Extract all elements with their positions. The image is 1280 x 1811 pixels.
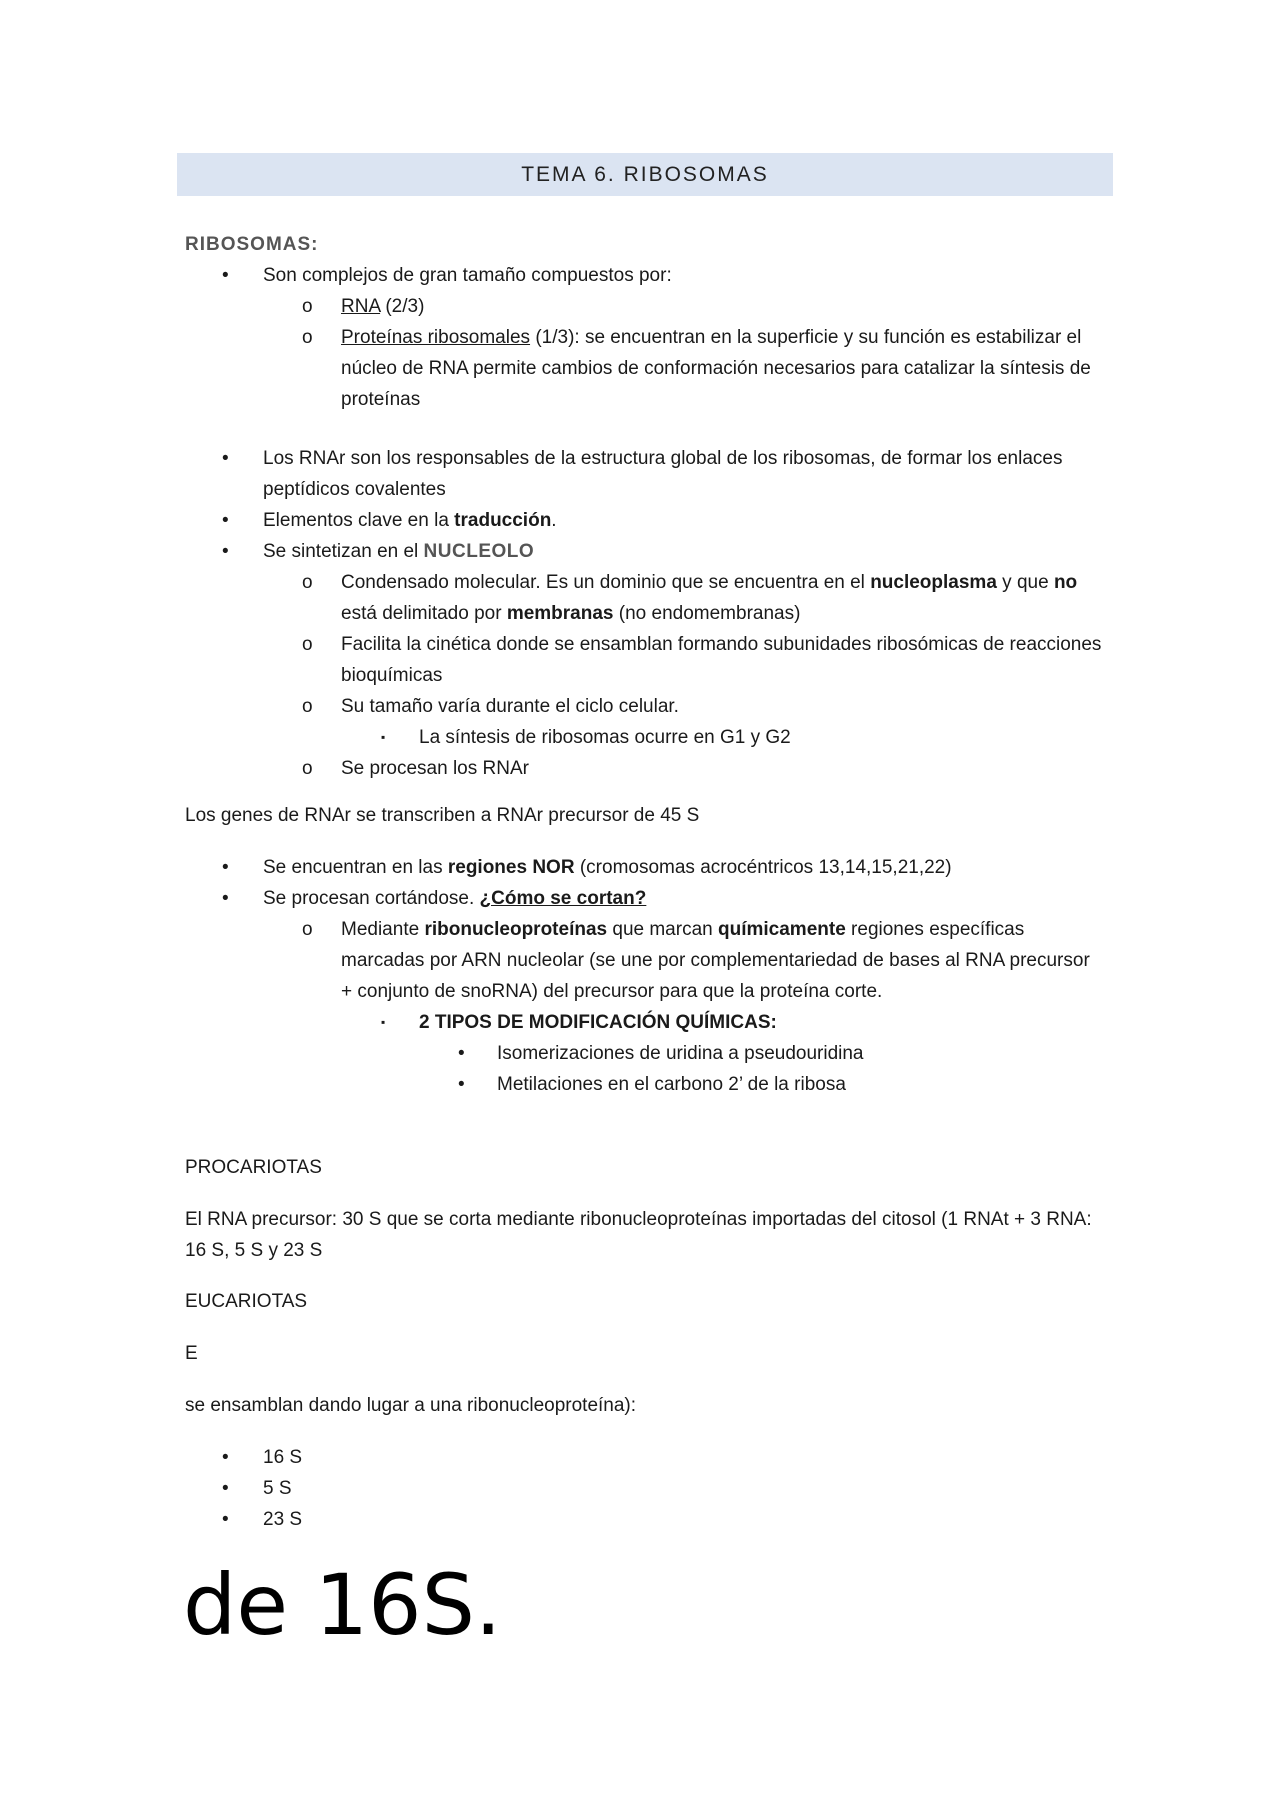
circle-marker: o <box>302 327 313 348</box>
final-list <box>185 1442 1105 1535</box>
list-item: o RNA (2/3) <box>185 291 1105 322</box>
heading-procariotas: PROCARIOTAS <box>185 1157 322 1178</box>
circle-marker: o <box>302 572 313 593</box>
list-item: • Isomerizaciones de uridina a pseudouridina <box>185 1038 1105 1069</box>
bullet-marker: • <box>222 448 229 469</box>
paragraph-letter: E <box>185 1343 198 1364</box>
bullet-marker: • <box>222 541 229 562</box>
paragraph: Los genes de RNAr se transcriben a RNAr precursor de 45 S <box>185 805 700 826</box>
circle-marker: o <box>302 634 313 655</box>
heading-eucariotas: EUCARIOTAS <box>185 1291 308 1312</box>
list-item: • Metilaciones en el carbono 2’ de la ribosa <box>185 1069 1105 1100</box>
bullet-list <box>185 852 1105 1100</box>
circle-marker: o <box>302 296 313 317</box>
bullet-marker: • <box>222 1478 229 1499</box>
section-rnar <box>185 443 1105 784</box>
bullet-marker: • <box>222 265 229 286</box>
list-item: o Mediante ribonucleoproteínas que marcan químicamente regiones específicas marcadas por ARN nucleolar (se une por complementariedad de bases al RNA precursor + conjunto de snoRNA) del precursor para que la proteína corte. <box>185 914 1105 1007</box>
list-item: • 23 S <box>185 1504 1105 1535</box>
list-item: • 16 S <box>185 1442 1105 1473</box>
list-item: • Se encuentran en las regiones NOR (cromosomas acrocéntricos 13,14,15,21,22) <box>185 852 1105 883</box>
bullet-marker: • <box>458 1043 465 1064</box>
page-title: TEMA 6. RIBOSOMAS <box>177 153 1113 196</box>
bullet-list <box>185 443 1105 784</box>
bullet-list <box>185 260 1105 415</box>
list-item: o Su tamaño varía durante el ciclo celular. <box>185 691 1105 722</box>
large-text: de 16S. <box>183 1556 502 1654</box>
bullet-marker: • <box>458 1074 465 1095</box>
bullet-marker: • <box>222 1509 229 1530</box>
square-marker: ▪ <box>381 730 386 744</box>
list-item: • Se sintetizan en el NUCLEOLO <box>185 536 1105 567</box>
square-marker: ▪ <box>381 1015 386 1029</box>
paragraph: se ensamblan dando lugar a una ribonucleoproteína): <box>185 1395 637 1416</box>
bullet-marker: • <box>222 888 229 909</box>
circle-marker: o <box>302 696 313 717</box>
list-item: o Condensado molecular. Es un dominio que se encuentra en el nucleoplasma y que no está delimitado por membranas (no endomembranas) <box>185 567 1105 629</box>
section-procesado <box>185 852 1105 1100</box>
list-item: ▪ La síntesis de ribosomas ocurre en G1 y G2 <box>185 722 1105 753</box>
circle-marker: o <box>302 919 313 940</box>
list-item: ▪ 2 TIPOS DE MODIFICACIÓN QUÍMICAS: <box>185 1007 1105 1038</box>
bullet-marker: • <box>222 857 229 878</box>
list-item: • Se procesan cortándose. ¿Cómo se cortan? <box>185 883 1105 914</box>
paragraph: El RNA precursor: 30 S que se corta mediante ribonucleoproteínas importadas del citosol (1 RNAt + 3 RNA: 16 S, 5 S y 23 S <box>185 1209 1092 1261</box>
list-item: o Proteínas ribosomales (1/3): se encuentran en la superficie y su función es estabilizar el núcleo de RNA permite cambios de conformación necesarios para catalizar la síntesis de proteínas <box>185 322 1105 415</box>
circle-marker: o <box>302 758 313 779</box>
list-item: • Son complejos de gran tamaño compuestos por: <box>185 260 1105 291</box>
list-item: o Facilita la cinética donde se ensamblan formando subunidades ribosómicas de reacciones bioquímicas <box>185 629 1105 691</box>
list-item: o Se procesan los RNAr <box>185 753 1105 784</box>
section-ribosomas <box>185 229 1105 415</box>
bullet-marker: • <box>222 510 229 531</box>
list-item: • Elementos clave en la traducción. <box>185 505 1105 536</box>
list-item: • 5 S <box>185 1473 1105 1504</box>
section-heading: RIBOSOMAS: <box>185 234 319 255</box>
list-item: • Los RNAr son los responsables de la estructura global de los ribosomas, de formar los enlaces peptídicos covalentes <box>185 443 1105 505</box>
bullet-marker: • <box>222 1447 229 1468</box>
